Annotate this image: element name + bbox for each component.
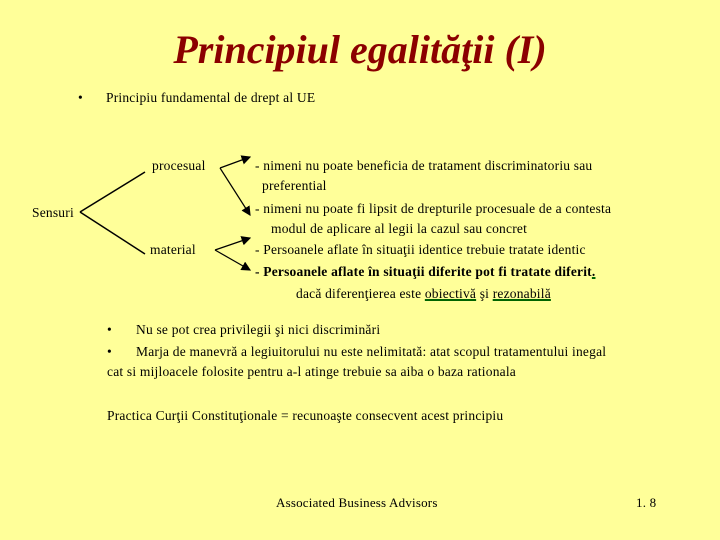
arrow-to-material	[80, 212, 145, 254]
bullet: •	[107, 322, 112, 337]
material-label: material	[150, 242, 196, 257]
material-item-2-end: .	[591, 264, 596, 279]
bullet-text-1: Nu se pot crea privilegii şi nici discriminări	[136, 322, 381, 337]
material-item-2-cont	[296, 286, 551, 302]
material-item-2-text: - Persoanele aflate în situaţii diferite pot fi tratate diferit	[255, 264, 592, 279]
arrow-to-procesual	[80, 172, 145, 212]
obiectiva-word: obiectivă	[424, 286, 477, 301]
bullet-text-2: Marja de manevră a legiuitorului nu este nelimitată: atat scopul tratamentului inegal	[136, 344, 607, 359]
slide-title: Principiul egalităţii (I)	[173, 27, 547, 72]
material-item-2	[255, 264, 595, 280]
arrow-material-2	[215, 250, 250, 270]
bullet: •	[78, 90, 83, 105]
procesual-item-1-cont: preferential	[262, 178, 327, 193]
rezonabila-word: rezonabilă	[492, 286, 551, 301]
footer-left: Associated Business Advisors	[276, 495, 438, 510]
procesual-item-2-cont: modul de aplicare al legii la cazul sau concret	[271, 221, 528, 236]
practica-text: Practica Curţii Constituţionale = recunoaşte consecvent acest principiu	[107, 408, 504, 423]
material-item-1: - Persoanele aflate în situaţii identice trebuie tratate identic	[255, 242, 586, 257]
arrow-material-1	[215, 238, 250, 250]
si-word: şi	[479, 286, 490, 301]
arrow-procesual-2	[220, 168, 250, 215]
arrow-procesual-1	[220, 157, 250, 168]
procesual-item-1: - nimeni nu poate beneficia de tratament discriminatoriu sau	[255, 158, 593, 173]
procesual-item-2: - nimeni nu poate fi lipsit de drepturile procesuale de a contesta	[255, 201, 612, 216]
bullet: •	[107, 344, 112, 359]
intro-text: Principiu fundamental de drept al UE	[106, 90, 316, 105]
bullet-text-2-cont: cat si mijloacele folosite pentru a-l atinge trebuie sa aiba o baza rationala	[107, 364, 516, 379]
cond-text: dacă diferenţierea este	[296, 286, 422, 301]
slide-number: 1. 8	[636, 495, 657, 510]
sensuri-label: Sensuri	[32, 205, 74, 220]
procesual-label: procesual	[152, 158, 206, 173]
